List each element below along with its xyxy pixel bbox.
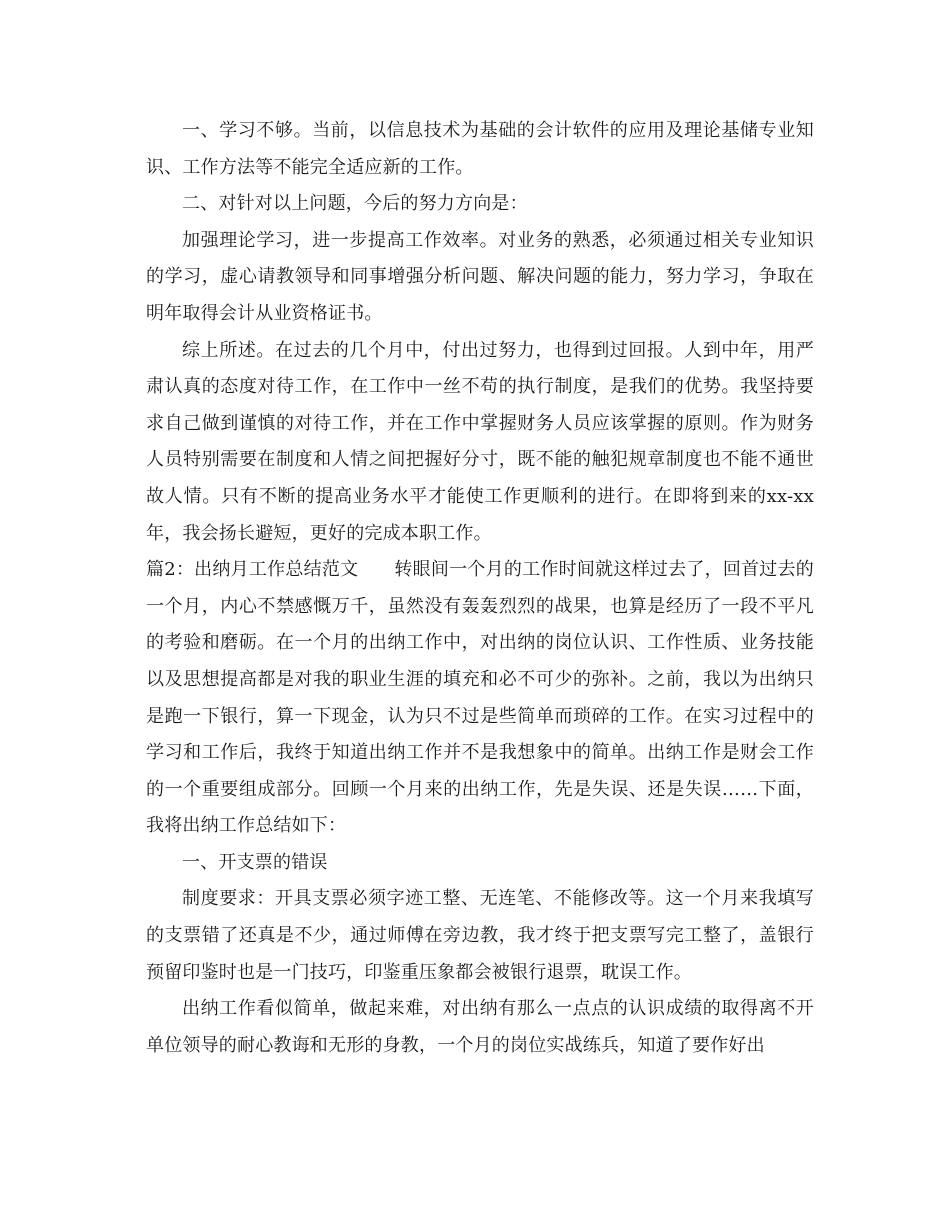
part2-intro-text: 转眼间一个月的工作时间就这样过去了，回首过去的一个月，内心不禁感慨万千，虽然没有轰轰烈烈的战果，也算是经历了一段不平凡的考验和磨砺。在一个月的出纳工作中，对出纳的岗位认识、工作性质、业务技能以及思想提高都是对我的职业生涯的填充和必不可少的弥补。之前，我以为出纳只是跑一下银行，算一下现金，认为只不过是些简单而琐碎的工作。在实习过程中的学习和工作后，我终于知道出纳工作并不是我想象中的简单。出纳工作是财会工作的一个重要组成部分。回顾一个月来的出纳工作，先是失误、还是失误……下面，我将出纳工作总结如下： <box>146 559 814 837</box>
paragraph-strengthen-theory: 加强理论学习，进一步提高工作效率。对业务的熟悉，必须通过相关专业知识的学习，虚心请教领导和同事增强分析问题、解决问题的能力，努力学习，争取在明年取得会计从业资格证书。 <box>146 229 814 324</box>
paragraph-improvement-heading: 二、对针对以上问题，今后的努力方向是： <box>182 193 528 215</box>
section-title-part2: 篇2：出纳月工作总结范文 <box>146 559 359 581</box>
paragraph-cashier-work: 出纳工作看似简单，做起来难，对出纳有那么一点点的认识成绩的取得离不开单位领导的耐心教诲和无形的身教，一个月的岗位实战练兵，知道了要作好出 <box>146 998 814 1056</box>
paragraph-part2 <box>146 552 814 845</box>
paragraph-summary: 综上所述。在过去的几个月中，付出过努力，也得到过回报。人到中年，用严肃认真的态度对待工作，在工作中一丝不苟的执行制度，是我们的优势。我坚持要求自己做到谨慎的对待工作，并在工作中掌握财务人员应该掌握的原则。作为财务人员特别需要在制度和人情之间把握好分寸，既不能的触犯规章制度也不能不通世故人情。只有不断的提高业务水平才能使工作更顺利的进行。在即将到来的xx-xx年，我会扬长避短，更好的完成本职工作。 <box>146 339 814 544</box>
paragraph-check-rules: 制度要求：开具支票必须字迹工整、无连笔、不能修改等。这一个月来我填写的支票错了还真是不少，通过师傅在旁边教，我才终于把支票写完工整了，盖银行预留印鉴时也是一门技巧，印鉴重压象都会被银行退票，耽误工作。 <box>146 888 814 983</box>
paragraph-study-shortfall: 一、学习不够。当前，以信息技术为基础的会计软件的应用及理论基储专业知识、工作方法等不能完全适应新的工作。 <box>146 120 814 178</box>
document-page <box>146 113 814 1064</box>
heading-check-errors: 一、开支票的错误 <box>182 851 328 873</box>
